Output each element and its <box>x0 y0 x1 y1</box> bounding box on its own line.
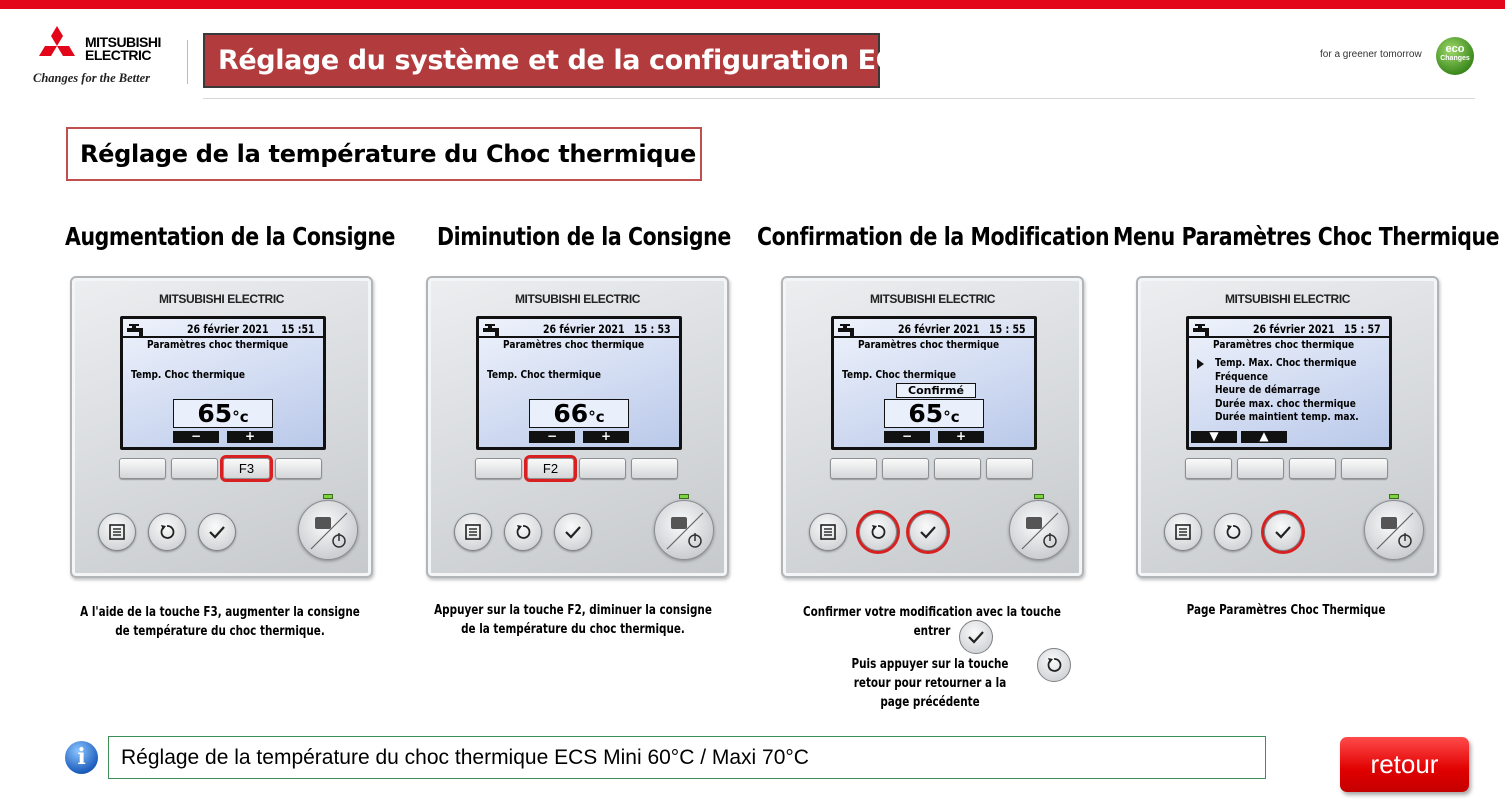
return-arrow-icon <box>1224 523 1242 541</box>
brand-tagline: Changes for the Better <box>33 71 151 85</box>
f3-key[interactable] <box>1289 458 1336 479</box>
step-description-1: A l'aide de la touche F3, augmenter la consigne de température du choc thermique. <box>80 605 360 639</box>
f4-key[interactable] <box>986 458 1033 479</box>
temperature-value: 65°c <box>173 399 273 428</box>
page-title: Réglage du système et de la configuration ECS <box>203 33 880 88</box>
lcd-date: 26 février 2021 <box>1253 322 1335 336</box>
checkmark-icon <box>208 523 226 541</box>
lcd-time: 15 :51 <box>281 322 315 336</box>
f4-key[interactable] <box>631 458 678 479</box>
menu-list-icon <box>108 523 126 541</box>
controller-panel-2 <box>426 276 729 578</box>
lcd-label: Temp. Choc thermique <box>487 368 602 381</box>
enter-button[interactable] <box>909 513 947 551</box>
lcd-menu-list <box>1215 356 1359 424</box>
plus-softkey-label: + <box>583 431 629 443</box>
menu-cursor-icon <box>1197 359 1204 369</box>
lcd-time: 15 : 57 <box>1344 322 1381 336</box>
panel-brand: MITSUBISHI ELECTRIC <box>158 292 285 306</box>
menu-button[interactable] <box>809 513 847 551</box>
f4-key[interactable] <box>275 458 322 479</box>
confirmed-badge: Confirmé <box>896 383 976 398</box>
lcd-time: 15 : 53 <box>634 322 671 336</box>
power-icon <box>1010 501 1070 561</box>
power-button[interactable] <box>1364 500 1424 560</box>
power-led <box>679 494 689 499</box>
section-title: Réglage de la température du Choc thermique <box>66 127 702 181</box>
menu-list-icon <box>1174 523 1192 541</box>
back-button[interactable] <box>148 513 186 551</box>
lcd-date: 26 février 2021 <box>187 322 269 336</box>
menu-button[interactable] <box>98 513 136 551</box>
enter-button[interactable] <box>198 513 236 551</box>
lcd-label: Temp. Choc thermique <box>131 368 246 381</box>
return-arrow-icon <box>158 523 176 541</box>
header-divider <box>203 98 1475 99</box>
power-led <box>1389 494 1399 499</box>
lcd-date: 26 février 2021 <box>543 322 625 336</box>
f1-key[interactable] <box>119 458 166 479</box>
f2-key[interactable] <box>882 458 929 479</box>
panel-brand: MITSUBISHI ELECTRIC <box>514 292 641 306</box>
lcd-menu-header: Paramètres choc thermique <box>503 338 645 351</box>
three-diamonds-icon <box>34 26 80 66</box>
f2-key[interactable]: F2 <box>527 458 574 479</box>
temperature-value: 65°c <box>884 399 984 428</box>
temperature-value: 66°c <box>529 399 629 428</box>
checkmark-icon <box>1274 523 1292 541</box>
panel-brand: MITSUBISHI ELECTRIC <box>869 292 996 306</box>
enter-key-hint <box>959 620 993 654</box>
minus-softkey-label: − <box>884 431 930 443</box>
minus-softkey-label: − <box>529 431 575 443</box>
controller-panel-4 <box>1136 276 1439 578</box>
step-description-3b: Puis appuyer sur la touche retour pour retourner a la page précédente <box>851 657 1009 710</box>
step-title-2: Diminution de la Consigne <box>437 222 731 251</box>
f1-key[interactable] <box>1185 458 1232 479</box>
brand-name: MITSUBISHI ELECTRIC <box>85 34 161 63</box>
checkmark-icon <box>967 628 985 646</box>
power-led <box>1034 494 1044 499</box>
return-arrow-icon <box>1045 656 1063 674</box>
f2-key[interactable] <box>171 458 218 479</box>
logo-divider <box>187 40 188 84</box>
lcd-screen <box>1186 316 1392 450</box>
f1-key[interactable] <box>830 458 877 479</box>
power-button[interactable] <box>1009 500 1069 560</box>
top-accent-bar <box>0 0 1505 9</box>
lcd-date: 26 février 2021 <box>898 322 980 336</box>
power-button[interactable] <box>654 500 714 560</box>
controller-panel-3 <box>781 276 1084 578</box>
lcd-menu-header: Paramètres choc thermique <box>147 338 289 351</box>
menu-item: Fréquence <box>1215 369 1269 383</box>
back-button[interactable] <box>504 513 542 551</box>
f1-key[interactable] <box>475 458 522 479</box>
info-icon: i <box>65 741 98 774</box>
menu-list-icon <box>464 523 482 541</box>
panel-brand: MITSUBISHI ELECTRIC <box>1224 292 1351 306</box>
lcd-time: 15 : 55 <box>989 322 1026 336</box>
mitsubishi-logo <box>30 24 190 88</box>
controller-panel-1 <box>70 276 373 578</box>
down-softkey-label: ▼ <box>1191 431 1237 443</box>
return-arrow-icon <box>869 523 887 541</box>
back-button[interactable] <box>859 513 897 551</box>
step-description-4: Page Paramètres Choc Thermique <box>1186 603 1386 618</box>
lcd-screen <box>120 316 326 450</box>
step-title-4: Menu Paramètres Choc Thermique <box>1113 222 1500 251</box>
step-description-3a: Confirmer votre modification avec la touche entrer <box>803 605 1061 639</box>
lcd-label: Temp. Choc thermique <box>842 368 957 381</box>
f3-key[interactable] <box>934 458 981 479</box>
step-description-2: Appuyer sur la touche F2, diminuer la consigne de la température du choc thermique. <box>434 603 712 637</box>
checkmark-icon <box>919 523 937 541</box>
menu-item: Durée maintient temp. max. <box>1215 410 1359 423</box>
up-softkey-label: ▲ <box>1241 431 1287 443</box>
return-key-hint <box>1037 648 1071 682</box>
plus-softkey-label: + <box>227 431 273 443</box>
eco-changes-badge: eco Changes <box>1436 37 1474 75</box>
step-title-1: Augmentation de la Consigne <box>65 222 396 251</box>
checkmark-icon <box>564 523 582 541</box>
lcd-menu-header: Paramètres choc thermique <box>858 338 1000 351</box>
f2-key[interactable] <box>1237 458 1284 479</box>
menu-item: Heure de démarrage <box>1215 383 1321 396</box>
f4-key[interactable] <box>1341 458 1388 479</box>
minus-softkey-label: − <box>173 431 219 443</box>
lcd-screen <box>831 316 1037 450</box>
power-icon <box>1365 501 1425 561</box>
enter-button[interactable] <box>554 513 592 551</box>
power-button[interactable] <box>298 500 358 560</box>
f3-key[interactable]: F3 <box>223 458 270 479</box>
info-note: Réglage de la température du choc thermique ECS Mini 60°C / Maxi 70°C <box>108 736 1266 779</box>
back-button[interactable] <box>1214 513 1252 551</box>
plus-softkey-label: + <box>938 431 984 443</box>
menu-item: Temp. Max. Choc thermique <box>1215 356 1357 369</box>
back-nav-button[interactable]: retour <box>1340 737 1469 792</box>
power-icon <box>655 501 715 561</box>
power-icon <box>299 501 359 561</box>
step-title-3: Confirmation de la Modification <box>757 222 1110 251</box>
menu-item: Durée max. choc thermique <box>1215 396 1356 410</box>
menu-list-icon <box>819 523 837 541</box>
lcd-screen <box>476 316 682 450</box>
return-arrow-icon <box>514 523 532 541</box>
menu-button[interactable] <box>454 513 492 551</box>
enter-button[interactable] <box>1264 513 1302 551</box>
lcd-menu-header: Paramètres choc thermique <box>1213 338 1355 351</box>
power-led <box>323 494 333 499</box>
menu-button[interactable] <box>1164 513 1202 551</box>
slogan: for a greener tomorrow <box>1320 49 1422 60</box>
f3-key[interactable] <box>579 458 626 479</box>
